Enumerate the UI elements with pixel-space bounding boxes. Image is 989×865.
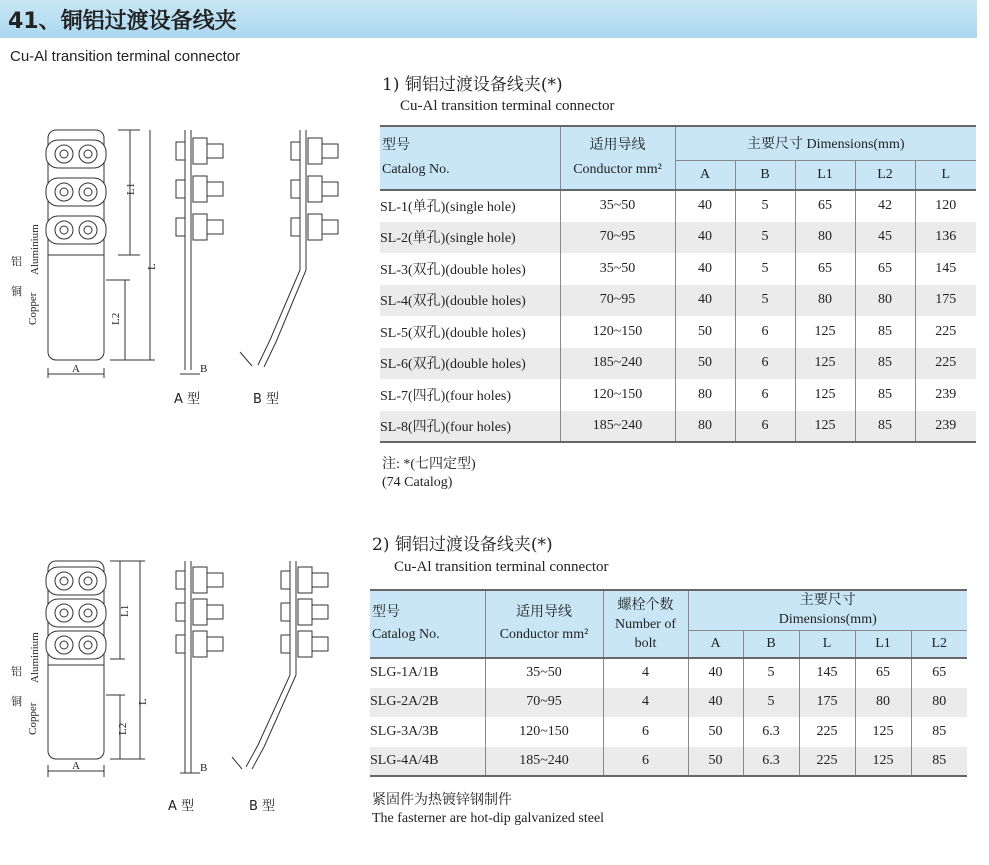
conductor-header-cn: 适用导线	[589, 138, 646, 153]
conductor-cell: 70~95	[560, 285, 675, 317]
a-cell: 80	[675, 411, 735, 443]
a-cell: 40	[675, 190, 735, 222]
catalog-header-2	[370, 590, 485, 658]
table-row	[380, 411, 976, 443]
al-cn-label: 铝	[11, 256, 22, 268]
l2-cell: 85	[855, 316, 915, 348]
l2-cell: 85	[932, 723, 947, 739]
cu-cn-label-2: 铜	[11, 696, 22, 708]
section1-note-cn: 注: *(七四定型)	[382, 457, 476, 472]
conductor-cell: 35~50	[560, 253, 675, 285]
aluminium-label-2: Aluminium	[29, 632, 41, 683]
aluminium-label: Aluminium	[29, 224, 41, 275]
b-cell: 6	[735, 316, 795, 348]
conductor-cell: 185~240	[560, 348, 675, 380]
catalog-cell: SL-4(双孔)(double holes)	[380, 285, 560, 317]
l-cell: 120	[935, 198, 957, 214]
l1-cell: 125	[795, 411, 855, 443]
catalog-cell: SL-6(双孔)(double holes)	[380, 348, 560, 380]
a-cell: 40	[688, 688, 743, 718]
l2-cell: 85	[855, 379, 915, 411]
l-cell: 225	[799, 717, 855, 747]
l1-cell: 125	[855, 747, 911, 777]
a-cell: 40	[688, 658, 743, 688]
conductor-header-2-cn: 适用导线	[516, 605, 572, 620]
a-cell: 40	[675, 253, 735, 285]
page-title: 41、铜铝过渡设备线夹	[8, 9, 237, 34]
conductor-cell: 120~150	[560, 379, 675, 411]
catalog-cell: SLG-2A/2B	[370, 688, 485, 718]
l1-cell: 80	[795, 285, 855, 317]
conductor-cell: 120~150	[560, 316, 675, 348]
l2-cell: 85	[911, 747, 967, 777]
l1-cell: 125	[795, 348, 855, 380]
bolts-cell: 4	[603, 688, 688, 718]
l-cell: 175	[915, 285, 976, 317]
b-cell: 6.3	[743, 747, 799, 777]
l2-cell: 85	[855, 411, 915, 443]
dimensions-header-2-en: Dimensions(mm)	[778, 612, 877, 628]
dim-label-a: A	[72, 363, 80, 375]
l1-cell: 80	[855, 688, 911, 718]
dim-label-l2-2: L2	[117, 722, 129, 735]
dimensions-header-2-cn: 主要尺寸	[799, 593, 856, 609]
l-cell: 225	[799, 747, 855, 777]
table-row	[380, 285, 976, 317]
l2-cell: 45	[855, 222, 915, 254]
a-cell: 50	[688, 747, 743, 777]
page-header	[0, 0, 977, 38]
table-row	[370, 688, 967, 718]
dim-label-l-2: L	[137, 698, 149, 705]
bolt-header-en2: bolt	[634, 635, 657, 651]
section2-title: 2) 铜铝过渡设备线夹(*)	[372, 535, 553, 555]
a-cell: 80	[675, 379, 735, 411]
catalog-cell: SL-3(双孔)(double holes)	[380, 253, 560, 285]
connector-drawing-2	[0, 555, 370, 790]
table-row	[370, 747, 967, 777]
bolt-header-en1: Number of	[614, 616, 677, 632]
copper-label: Copper	[27, 292, 39, 325]
type-b-label-1: B 型	[253, 392, 280, 407]
col-l1-header: L1	[795, 160, 855, 190]
col-l-header-2: L	[799, 630, 855, 658]
section1-note-en: (74 Catalog)	[382, 475, 453, 490]
table-row	[380, 316, 976, 348]
b-cell: 5	[735, 253, 795, 285]
dim-label-l1-2: L1	[119, 604, 131, 617]
section2-note-cn: 紧固件为热镀锌钢制件	[372, 793, 512, 808]
l2-cell: 65	[855, 253, 915, 285]
l1-cell: 125	[795, 316, 855, 348]
l2-cell: 80	[855, 285, 915, 317]
catalog-cell: SLG-4A/4B	[370, 747, 485, 777]
copper-label-2: Copper	[27, 702, 39, 735]
a-cell: 40	[675, 222, 735, 254]
catalog-header-2-en: Catalog No.	[372, 627, 440, 642]
dim-label-b-2: B	[200, 762, 208, 774]
catalog-cell: SL-7(四孔)(four holes)	[380, 379, 560, 411]
table-row	[380, 190, 976, 222]
catalog-cell: SL-8(四孔)(four holes)	[380, 411, 560, 443]
section1-title: 1) 铜铝过渡设备线夹(*)	[382, 75, 563, 95]
conductor-cell: 35~50	[560, 190, 675, 222]
b-cell: 5	[743, 658, 799, 688]
catalog-cell: SL-2(单孔)(single hole)	[380, 222, 560, 254]
conductor-cell: 120~150	[485, 717, 603, 747]
dim-label-l2: L2	[110, 312, 122, 325]
l-cell: 145	[799, 658, 855, 688]
a-cell: 40	[675, 285, 735, 317]
b-cell: 6	[735, 411, 795, 443]
l-cell: 239	[915, 411, 976, 443]
l1-cell: 125	[795, 379, 855, 411]
connector-drawing-1	[0, 120, 370, 410]
l1-cell: 65	[855, 658, 911, 688]
l-cell: 145	[935, 260, 957, 276]
catalog-header-en: Catalog No.	[382, 162, 450, 177]
cu-cn-label: 铜	[11, 286, 22, 298]
al-cn-label-2: 铝	[11, 666, 22, 678]
col-l2-header-2: L2	[911, 630, 967, 658]
l2-cell: 42	[855, 190, 915, 222]
b-cell: 5	[735, 222, 795, 254]
a-cell: 50	[675, 316, 735, 348]
catalog-cell: SL-1(单孔)(single hole)	[380, 190, 560, 222]
catalog-header-cn: 型号	[382, 138, 410, 153]
l2-cell: 65	[932, 665, 947, 681]
col-a-header: A	[675, 160, 735, 190]
dim-label-l1: L1	[125, 182, 137, 195]
a-cell: 50	[675, 348, 735, 380]
l-cell: 225	[915, 348, 976, 380]
conductor-header-en: Conductor mm²	[573, 162, 662, 177]
conductor-cell: 185~240	[560, 411, 675, 443]
l1-cell: 65	[795, 253, 855, 285]
table-row	[380, 348, 976, 380]
dim-label-a-2: A	[72, 760, 80, 772]
dimensions-header-2	[688, 590, 967, 630]
catalog-header	[380, 126, 560, 190]
table-row	[370, 658, 967, 688]
l1-cell: 65	[795, 190, 855, 222]
table-row	[380, 253, 976, 285]
a-cell: 50	[688, 717, 743, 747]
b-cell: 5	[743, 688, 799, 718]
bolts-cell: 6	[603, 717, 688, 747]
b-cell: 6	[735, 348, 795, 380]
l-cell: 239	[935, 386, 957, 402]
catalog-cell: SLG-1A/1B	[370, 658, 485, 688]
bolt-header-cn: 螺栓个数	[617, 597, 674, 613]
b-cell: 6.3	[743, 717, 799, 747]
dim-label-l: L	[146, 263, 158, 270]
conductor-cell: 70~95	[560, 222, 675, 254]
spec-table-2	[370, 589, 967, 777]
col-l2-header: L2	[855, 160, 915, 190]
type-a-label-1: A 型	[174, 392, 201, 407]
conductor-cell: 70~95	[485, 688, 603, 718]
section2-subtitle: Cu-Al transition terminal connector	[394, 559, 609, 575]
dim-label-b: B	[200, 363, 208, 375]
catalog-cell: SL-5(双孔)(double holes)	[380, 316, 560, 348]
section1-subtitle: Cu-Al transition terminal connector	[400, 98, 615, 114]
col-b-header: B	[735, 160, 795, 190]
l1-cell: 80	[795, 222, 855, 254]
conductor-header-2	[485, 590, 603, 658]
type-a-label-2: A 型	[168, 799, 195, 814]
table-row	[380, 379, 976, 411]
conductor-cell: 185~240	[485, 747, 603, 777]
bolt-header	[603, 590, 688, 658]
col-b-header-2: B	[743, 630, 799, 658]
col-l1-header-2: L1	[855, 630, 911, 658]
catalog-cell: SLG-3A/3B	[370, 717, 485, 747]
l1-cell: 125	[855, 717, 911, 747]
l-cell: 175	[799, 688, 855, 718]
b-cell: 6	[735, 379, 795, 411]
b-cell: 5	[735, 285, 795, 317]
l2-cell: 80	[911, 688, 967, 718]
type-b-label-2: B 型	[249, 799, 276, 814]
l2-cell: 85	[855, 348, 915, 380]
dimensions-header: 主要尺寸 Dimensions(mm)	[675, 126, 976, 160]
table-row	[370, 717, 967, 747]
bolts-cell: 4	[603, 658, 688, 688]
conductor-cell: 35~50	[485, 658, 603, 688]
section2-note-en: The fasterner are hot-dip galvanized steel	[372, 811, 605, 826]
col-a-header-2: A	[688, 630, 743, 658]
col-l-header: L	[915, 160, 976, 190]
l-cell: 136	[915, 222, 976, 254]
table-row	[380, 222, 976, 254]
conductor-header	[560, 126, 675, 190]
catalog-header-2-cn: 型号	[372, 605, 400, 620]
page-subtitle: Cu-Al transition terminal connector	[10, 48, 241, 65]
bolts-cell: 6	[603, 747, 688, 777]
b-cell: 5	[735, 190, 795, 222]
spec-table-1	[380, 125, 976, 443]
conductor-header-2-en: Conductor mm²	[499, 627, 589, 642]
l-cell: 225	[935, 323, 957, 339]
